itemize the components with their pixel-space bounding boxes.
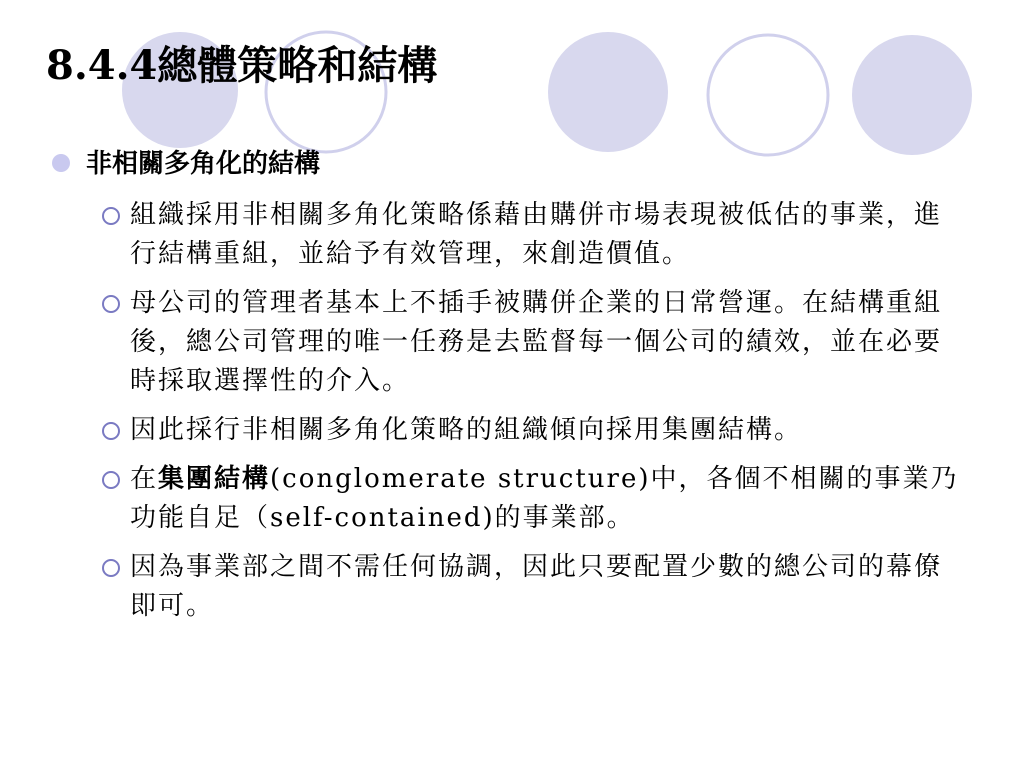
deco-circle-3 — [548, 32, 668, 152]
ring-bullet-icon — [102, 295, 120, 313]
ring-bullet-icon — [102, 471, 120, 489]
sub-bullet-prefix: 在 — [130, 464, 159, 494]
sub-bullet-list — [102, 196, 992, 636]
bullet-dot-icon — [52, 154, 70, 172]
sub-bullet-text: 因此採行非相關多角化策略的組織傾向採用集團結構。 — [130, 415, 803, 445]
bold-term: 集團結構 — [158, 464, 271, 494]
sub-bullet-item — [102, 284, 992, 401]
sub-bullet-item — [102, 548, 992, 626]
slide-title: 8.4.4總體策略和結構 — [46, 42, 438, 89]
sub-bullet-rest: (conglomerate structure)中，各個不相關的事業乃功能自足（self-contained)的事業部。 — [130, 464, 959, 533]
deco-circle-4 — [708, 35, 828, 155]
sub-bullet-text: 母公司的管理者基本上不插手被購併企業的日常營運。在結構重組後，總公司管理的唯一任務是去監督每一個公司的績效，並在必要時採取選擇性的介入。 — [130, 288, 943, 396]
sub-bullet-text: 因為事業部之間不需任何協調，因此只要配置少數的總公司的幕僚即可。 — [130, 552, 943, 621]
sub-bullet-text — [130, 460, 960, 538]
deco-circle-5 — [852, 35, 972, 155]
sub-bullet-item — [102, 196, 992, 274]
sub-bullet-item — [102, 411, 992, 450]
ring-bullet-icon — [102, 207, 120, 225]
main-bullet-label: 非相關多角化的結構 — [86, 149, 321, 179]
sub-bullet-text: 組織採用非相關多角化策略係藉由購併市場表現被低估的事業，進行結構重組，並給予有效管理，來創造價值。 — [130, 200, 943, 269]
ring-bullet-icon — [102, 559, 120, 577]
ring-bullet-icon — [102, 422, 120, 440]
sub-bullet-item — [102, 460, 992, 538]
